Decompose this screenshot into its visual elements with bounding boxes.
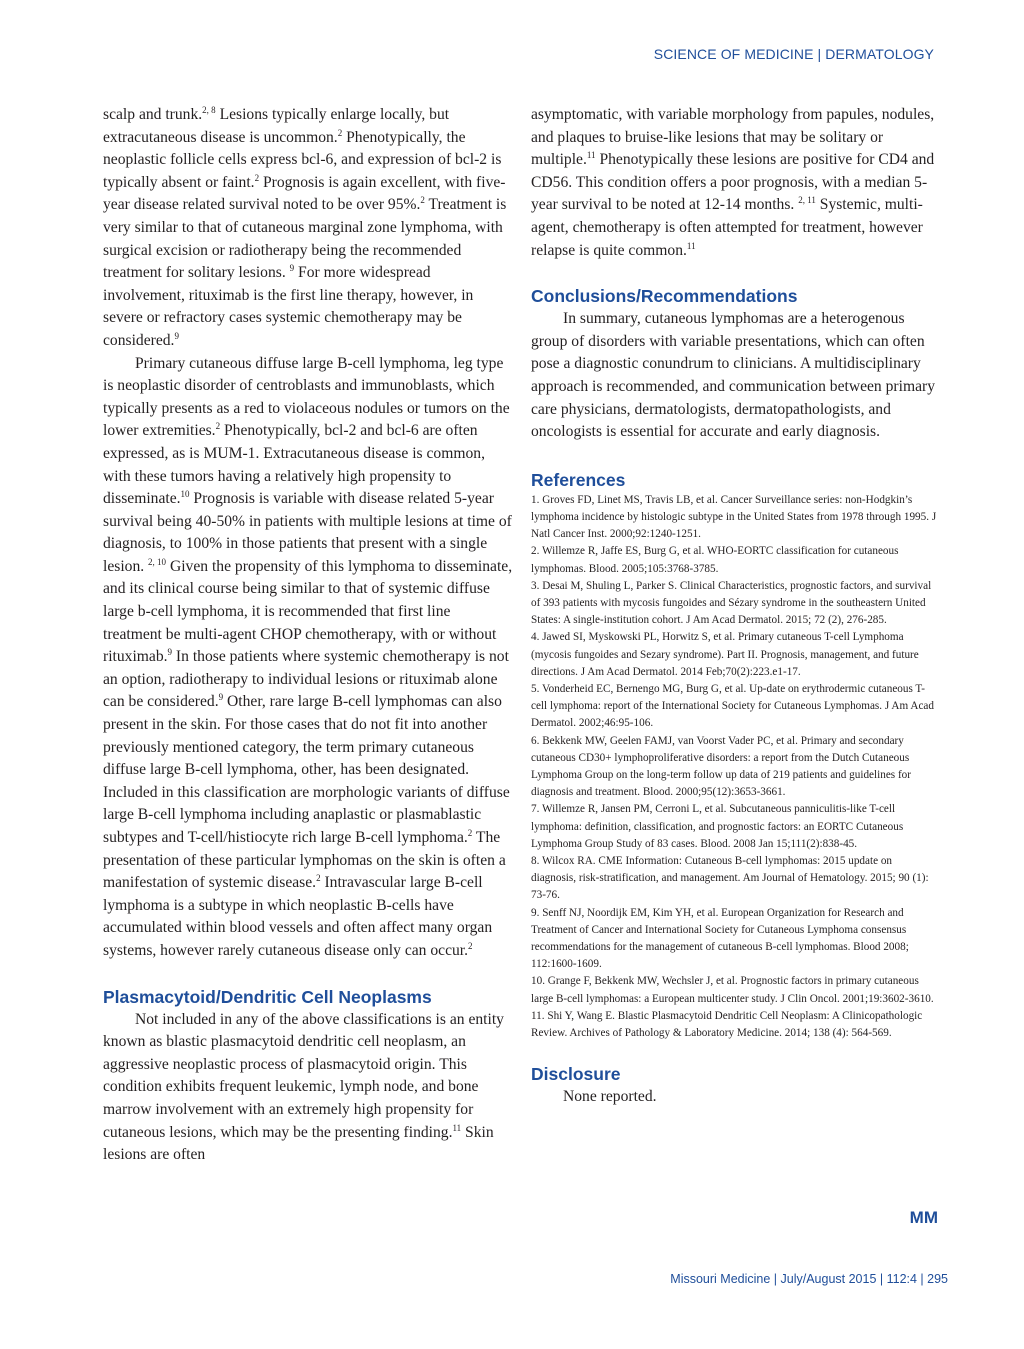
citation-superscript: 2 [420,195,425,206]
paragraph-conclusions: In summary, cutaneous lymphomas are a heterogenous group of disorders with variable presentations, which can often pose a diagnostic conundrum to clinicians. A multidisciplinary approach is recommended, and communication between primary care physicians, dermatologists, dermatopathologists, and oncologists is essential for accurate and early diagnosis. [531,310,935,441]
reference-item: 10. Grange F, Bekkenk MW, Wechsler J, et al. Prognostic factors in primary cutaneous large B-cell lymphomas: a European multicenter study. J Clin Oncol. 2001;19:3602-3610. [531,975,934,1005]
text-run: Phenotypically these lesions are positive for CD4 and CD56. This condition offers a poor prognosis, with a median 5-year survival to be noted at 12-14 months. [531,151,935,214]
text-run: Phenotypically, the neoplastic follicle cells express bcl-6, and expression of bcl-2 is typically absent or faint. [103,128,502,191]
text-run: Not included in any of the above classifications is an entity known as blastic plasmacytoid dendritic cell neoplasm, an aggressive neoplastic process of plasmacytoid origin. This condition exhibits frequent leukemic, lymph node, and bone marrow involvement with an extremely high propensity for cutaneous lesions, which may be the presenting finding. [103,1010,504,1141]
text-run: Treatment is very similar to that of cutaneous marginal zone lymphoma, with surgical excision or radiotherapy being the recommended treatment for solitary lesions. [103,196,507,282]
citation-superscript: 2 [254,172,260,183]
text-run: Systemic, multi-agent, chemotherapy is often attempted for treatment, however relapse is quite common. [531,196,923,259]
citation-superscript: 11 [686,240,696,251]
right-column [531,104,938,1109]
text-run: scalp and trunk. [103,106,203,123]
text-run: The presentation of these particular lymphomas on the skin is often a manifestation of systemic disease. [103,829,506,892]
text-run: Other, rare large B-cell lymphomas can also present in the skin. For those cases that do not fit into another previously mentioned category, the term primary cutaneous diffuse large B-cell lymphoma, other, has been designated. Included in this classification are morphologic variants of diffuse large B-cell lymphoma including anaplastic or plasmablastic subtypes and T-cell/histiocyte rich large B-cell lymphoma. [103,693,510,846]
section-heading-plasmacytoid: Plasmacytoid/Dendritic Cell Neoplasms [103,986,432,1007]
reference-item: 8. Wilcox RA. CME Information: Cutaneous B-cell lymphomas: 2015 update on diagnosis, risk-stratification, and management. Am Journal of Hematology. 2015; 90 (1): 73-76. [531,854,929,902]
citation-superscript: 2, 8 [202,105,216,115]
citation-superscript: 9 [218,692,224,703]
running-head: SCIENCE OF MEDICINE | DERMATOLOGY [653,46,934,62]
text-run: Primary cutaneous diffuse large B-cell lymphoma, leg type is neoplastic disorder of centroblasts and immunoblasts, which typically presents as a red to violaceous nodules or tumors on the lower extremities. [103,354,510,440]
reference-item: 7. Willemze R, Jansen PM, Cerroni L, et al. Subcutaneous panniculitis-like T-cell lymphoma: definition, classification, and prognostic factors: an EORTC Cutaneous Lymphoma Group Study of 83 cases. Blood. 2008 Jan 15;111(2):838-45. [531,803,904,850]
citation-superscript: 11 [452,1122,462,1133]
text-run: Lesions typically enlarge locally, but extracutaneous disease is uncommon. [103,106,450,146]
reference-item: 9. Senff NJ, Noordijk EM, Kim YH, et al. European Organization for Research and Treatment of Cancer and International Society for Cutaneous Lymphoma consensus recommendations for the management of cutaneous B-cell lymphomas. Blood 2008; 112:1600-1609. [531,906,909,971]
left-column [103,104,513,1167]
text-run: Given the propensity of this lymphoma to disseminate, and its clinical course being similar to that of systemic diffuse large b-cell lymphoma, it is recommended that first line treatment be multi-agent CHOP chemotherapy, with or without rituximab. [103,557,513,666]
reference-item: 6. Bekkenk MW, Geelen FAMJ, van Voorst Vader PC, et al. Primary and secondary cutaneous CD30+ lymphoproliferative disorders: a report from the Dutch Cutaneous Lymphoma Group on the long-term follow up data of 219 patients and guidelines for diagnosis and treatment. Blood. 2000;95(12):3653-3661. [531,734,911,799]
text-run: For more widespread involvement, rituximab is the first line therapy, however, in severe or refractory cases systemic chemotherapy may be considered. [103,264,474,349]
reference-item: 5. Vonderheid EC, Bernengo MG, Burg G, et al. Up-date on erythrodermic cutaneous T-cell lymphoma: report of the International Society for Cutaneous Lymphomas. J Am Acad Dermatol. 2002;46:95-106. [531,682,934,730]
citation-superscript: 2, 11 [798,195,816,206]
reference-item: 3. Desai M, Shuling L, Parker S. Clinical Characteristics, prognostic factors, and survival of 393 patients with mycosis fungoides and Sézary syndrome in the southeastern United States: A single-institution cohort. J Am Acad Dermatol. 2015; 72 (2), 276-285. [531,579,932,627]
citation-superscript: 10 [180,489,190,500]
paragraph-plasmacytoid-cont [531,104,938,262]
text-run: Skin lesions are often [103,1123,494,1164]
citation-superscript: 9 [174,330,179,341]
reference-item: 2. Willemze R, Jaffe ES, Burg G, et al. WHO-EORTC classification for cutaneous lymphomas. Blood. 2005;105:3768-3785. [531,545,899,575]
text-run: In those patients where systemic chemotherapy is not an option, radiotherapy to individual lesions or rituximab alone can be considered. [103,648,509,711]
text-run: asymptomatic, with variable morphology from papules, nodules, and plaques to bruise-like lesions that may be solitary or multiple. [531,106,935,169]
citation-superscript: 2 [468,940,473,951]
reference-item: 1. Groves FD, Linet MS, Travis LB, et al. Cancer Surveillance series: non-Hodgkin’s lymphoma incidence by histologic subtype in the United States from 1978 through 1995. J Natl Cancer Inst. 2000;92:1240-1251. [531,493,937,541]
paragraph-leg-type-lymphoma [103,353,513,963]
citation-superscript: 2, 10 [148,556,167,567]
text-run: Phenotypically, bcl-2 and bcl-6 are often expressed, as is MUM-1. Extracutaneous disease is common, with these tumors having a relatively high propensity to disseminate. [103,422,485,508]
journal-end-mark: MM [909,1208,938,1227]
reference-item: 11. Shi Y, Wang E. Blastic Plasmacytoid Dendritic Cell Neoplasm: A Clinicopathologic Review. Archives of Pathology & Laboratory Medicine. 2014; 138 (4): 564-569. [531,1009,923,1040]
reference-item: 4. Jawed SI, Myskowski PL, Horwitz S, et al. Primary cutaneous T-cell Lymphoma (mycosis fungoides and Sezary syndrome). Part II. Prognosis, management, and future directions. J Am Acad Dermatol. 2014 Feb;70(2):223.e1-17. [531,631,919,678]
references-list [531,492,938,1043]
text-run: Prognosis is variable with disease related 5-year survival being 40-50% in patients with multiple lesions at time of diagnosis, to 100% in those patients that present with a single lesion. [103,490,512,575]
paragraph-marginal-zone-treatment [103,104,513,353]
text-run: Intravascular large B-cell lymphoma is a subtype in which neoplastic B-cells have accumulated within blood vessels and often affect many organ systems, however rarely cutaneous disease only can occur. [103,874,493,959]
section-heading-conclusions: Conclusions/Recommendations [531,286,798,307]
citation-superscript: 11 [586,150,596,161]
page-footer: Missouri Medicine | July/August 2015 | 112:4 | 295 [670,1272,948,1286]
citation-superscript: 2 [467,828,473,838]
text-run: Prognosis is again excellent, with five-year disease related survival noted to be over 95%. [103,173,506,214]
paragraph-disclosure: None reported. [563,1088,657,1106]
citation-superscript: 2 [337,127,343,138]
section-heading-disclosure: Disclosure [531,1064,621,1085]
citation-superscript: 2 [215,421,221,432]
paragraph-plasmacytoid [103,1009,513,1167]
citation-superscript: 2 [316,873,321,884]
citation-superscript: 9 [289,263,295,274]
citation-superscript: 9 [167,647,173,658]
section-heading-references: References [531,469,626,490]
